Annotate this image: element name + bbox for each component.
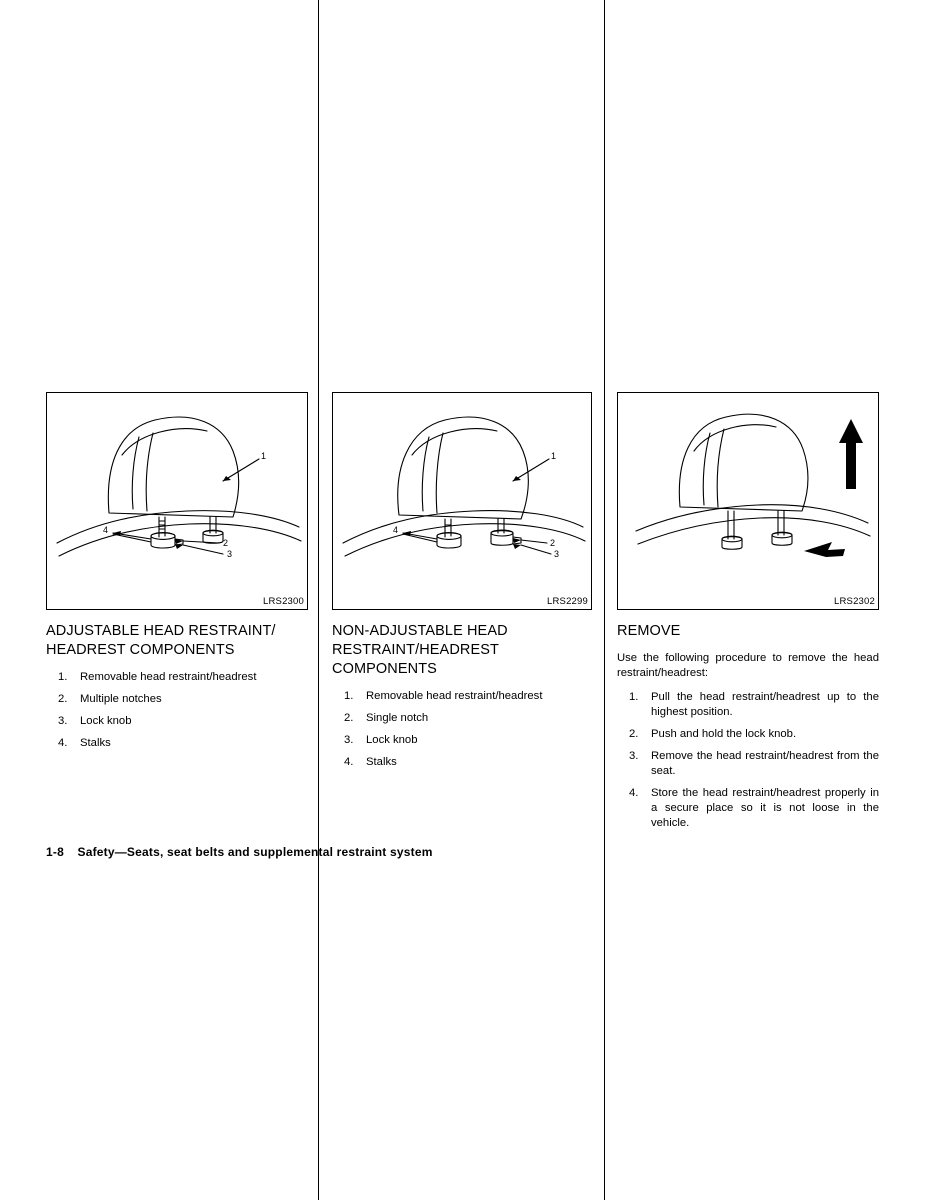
diagram-adjustable-head-restraint [47, 393, 307, 609]
column-divider-right [604, 0, 605, 1200]
list-item-number: 2. [629, 728, 639, 740]
list-item-text: Multiple notches [80, 693, 162, 705]
list-item [617, 749, 879, 779]
page-number: 1-8 [46, 845, 64, 859]
heading-line-3: COMPONENTS [332, 661, 437, 677]
list-item [332, 711, 592, 726]
figure-remove-head-restraint [617, 392, 879, 610]
up-arrow-icon [839, 419, 863, 489]
list-item-text: Remove the head restraint/headrest from the seat. [651, 750, 879, 777]
list-item-number: 1. [629, 691, 639, 703]
list-item [46, 736, 308, 751]
heading-line-1: REMOVE [617, 623, 681, 639]
heading-line-1: ADJUSTABLE HEAD RESTRAINT/ [46, 623, 276, 639]
list-item-text: Stalks [366, 756, 397, 768]
list-item-text: Lock knob [80, 715, 132, 727]
figure-code: LRS2299 [546, 596, 588, 607]
figure-code: LRS2300 [262, 596, 304, 607]
figure-code: LRS2302 [833, 596, 875, 607]
callout-4: 4 [393, 525, 399, 535]
section-heading-remove [617, 622, 879, 641]
list-item [617, 727, 879, 742]
list-item-number: 3. [629, 750, 639, 762]
list-item-number: 1. [344, 690, 354, 702]
callout-1: 1 [261, 451, 267, 461]
diagram-non-adjustable-head-restraint [333, 393, 591, 609]
section-heading-adjustable [46, 622, 308, 660]
figure-non-adjustable-head-restraint [332, 392, 592, 610]
list-item [46, 714, 308, 729]
figure-adjustable-head-restraint [46, 392, 308, 610]
list-item-number: 2. [344, 712, 354, 724]
list-item-text: Push and hold the lock knob. [651, 728, 797, 740]
heading-line-1: NON-ADJUSTABLE HEAD [332, 623, 508, 639]
list-item-number: 4. [344, 756, 354, 768]
left-arrow-icon [804, 542, 845, 557]
heading-line-2: RESTRAINT/HEADREST [332, 642, 499, 658]
column-non-adjustable-head-restraint [332, 392, 592, 777]
list-item [617, 690, 879, 720]
page-footer [46, 845, 433, 859]
list-item-number: 3. [344, 734, 354, 746]
callout-1: 1 [551, 451, 557, 461]
column-remove [617, 392, 879, 838]
list-item-text: Store the head restraint/headrest properly in a secure place so it is not loose in the vehicle. [651, 787, 879, 829]
column-adjustable-head-restraint [46, 392, 308, 758]
list-item-text: Stalks [80, 737, 111, 749]
list-item-text: Single notch [366, 712, 429, 724]
callout-2: 2 [550, 538, 556, 548]
footer-section-title: Safety—Seats, seat belts and supplemental restraint system [77, 845, 433, 859]
list-item-number: 1. [58, 671, 68, 683]
list-item-number: 3. [58, 715, 68, 727]
component-list-non-adjustable [332, 689, 592, 770]
list-item-number: 4. [58, 737, 68, 749]
callout-3: 3 [554, 549, 560, 559]
remove-procedure-list [617, 690, 879, 831]
heading-line-2: HEADREST COMPONENTS [46, 642, 235, 658]
list-item-number: 4. [629, 787, 639, 799]
section-heading-non-adjustable [332, 622, 592, 679]
callout-2: 2 [223, 538, 229, 548]
list-item [617, 786, 879, 831]
component-list-adjustable [46, 670, 308, 751]
list-item-text: Removable head restraint/headrest [366, 690, 543, 702]
list-item-text: Pull the head restraint/headrest up to the highest position. [651, 691, 879, 718]
list-item-number: 2. [58, 693, 68, 705]
list-item [332, 733, 592, 748]
list-item [332, 755, 592, 770]
remove-intro-text: Use the following procedure to remove the head restraint/headrest: [617, 652, 879, 679]
column-divider-left [318, 0, 319, 1200]
list-item [332, 689, 592, 704]
callout-3: 3 [227, 549, 233, 559]
list-item-text: Lock knob [366, 734, 418, 746]
list-item-text: Removable head restraint/headrest [80, 671, 257, 683]
callout-4: 4 [103, 525, 109, 535]
list-item [46, 692, 308, 707]
list-item [46, 670, 308, 685]
diagram-remove-head-restraint [618, 393, 878, 609]
